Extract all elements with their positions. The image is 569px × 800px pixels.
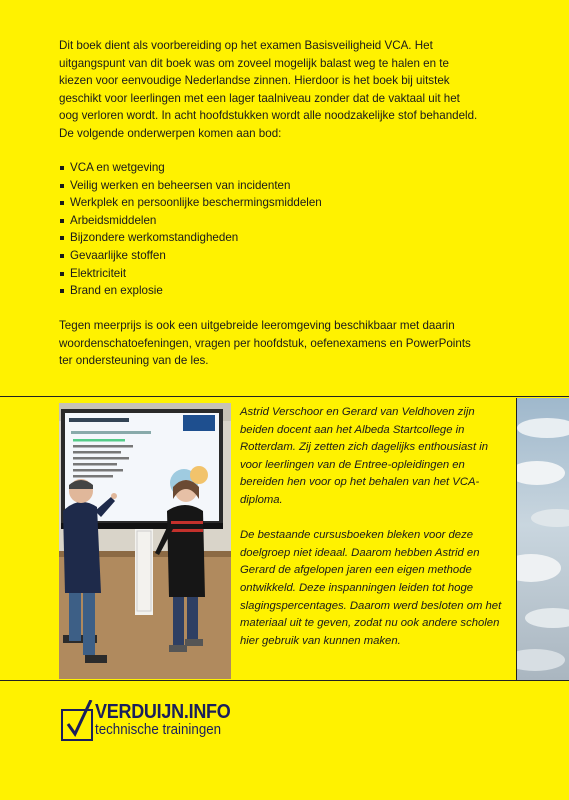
authors-photo-illustration <box>59 403 231 679</box>
intro-paragraph: Dit boek dient als voorbereiding op het examen Basisveiligheid VCA. Het uitgangspunt van dit boek was om zoveel mogelijk balast weg te halen en te kiezen voor eenvoudige Nederlandse zinnen. Hierdoor is het boek bij uitstek geschikt voor leerlingen met een lager taalniveau zonder dat de vaktaal uit het oog verloren wordt. In acht hoofdstukken wordt alle noodzakelijke stof behandeld. De volgende onderwerpen komen aan bod: <box>59 39 478 140</box>
sky-illustration <box>517 398 569 680</box>
bio-paragraph-1: Astrid Verschoor en Gerard van Veldhoven zijn beiden docent aan het Albeda Startcollege in Rotterdam. Zij zetten zich dagelijks enthousiast in voor leerlingen van de Entree-opleidingen en bereiden hen voor op het behalen van het VCA-diploma. <box>240 406 489 506</box>
topic-item: Bijzondere werkomstandigheden <box>59 229 479 247</box>
topic-item: Brand en explosie <box>59 282 479 300</box>
sky-image-strip <box>516 398 569 680</box>
logo-tagline: technische trainingen <box>95 722 222 738</box>
topic-item: Elektriciteit <box>59 265 479 283</box>
topic-item: VCA en wetgeving <box>59 159 479 177</box>
topic-list <box>59 159 479 300</box>
verduijn-logo <box>61 698 261 744</box>
topic-item: Arbeidsmiddelen <box>59 212 479 230</box>
authors-photo <box>59 403 231 679</box>
outro-paragraph: Tegen meerprijs is ook een uitgebreide leeromgeving beschikbaar met daarin woordenschatoefeningen, vragen per hoofdstuk, oefenexamens en PowerPoints ter ondersteuning van de les. <box>59 319 471 368</box>
logo-name: VERDUIJN.INFO <box>95 701 231 723</box>
topic-item: Veilig werken en beheersen van incidenten <box>59 177 479 195</box>
checkmark-icon <box>61 700 95 744</box>
topic-item: Gevaarlijke stoffen <box>59 247 479 265</box>
authors-bio <box>240 404 508 650</box>
bio-paragraph-2: De bestaande cursusboeken bleken voor deze doelgroep niet ideaal. Daarom hebben Astrid en Gerard de afgelopen jaren een eigen methode ontwikkeld. Deze inspanningen leiden tot hoge slagingspercentages. Daarom werd besloten om het materiaal uit te geven, zodat nu ook andere scholen hier gebruik van kunnen maken. <box>240 529 502 647</box>
topic-item: Werkplek en persoonlijke beschermingsmiddelen <box>59 194 479 212</box>
